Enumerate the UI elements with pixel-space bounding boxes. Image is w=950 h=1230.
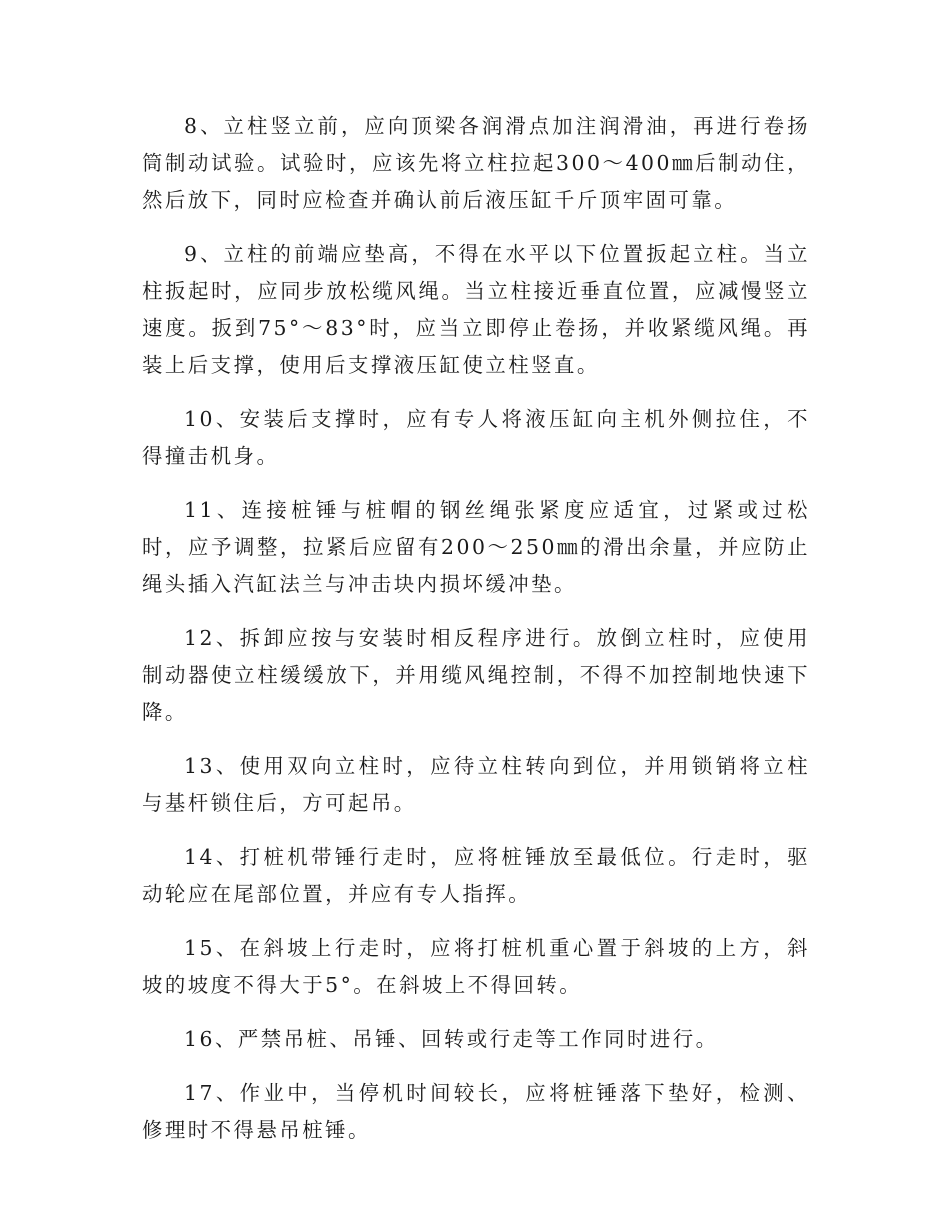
paragraph-item-16: 16、严禁吊桩、吊锤、回转或行走等工作同时进行。 xyxy=(184,1027,719,1051)
paragraph-item-14: 14、打桩机带锤行走时，应将桩锤放至最低位。行走时，驱动轮应在尾部位置，并应有专人指挥。 xyxy=(142,845,810,906)
paragraph-item-15: 15、在斜坡上行走时，应将打桩机重心置于斜坡的上方，斜坡的坡度不得大于5°。在斜坡上不得回转。 xyxy=(142,936,810,997)
paragraph-item-8: 8、立柱竖立前，应向顶梁各润滑点加注润滑油，再进行卷扬筒制动试验。试验时，应该先将立柱拉起300～400㎜后制动住，然后放下，同时应检查并确认前后液压缸千斤顶牢固可靠。 xyxy=(142,114,810,212)
paragraph-item-13: 13、使用双向立柱时，应待立柱转向到位，并用锁销将立柱与基杆锁住后，方可起吊。 xyxy=(142,754,810,815)
paragraph-item-12: 12、拆卸应按与安装时相反程序进行。放倒立柱时，应使用制动器使立柱缓缓放下，并用缆风绳控制，不得不加控制地快速下降。 xyxy=(142,626,810,724)
paragraph-item-10: 10、安装后支撑时，应有专人将液压缸向主机外侧拉住，不得撞击机身。 xyxy=(142,407,810,468)
paragraph-item-11: 11、连接桩锤与桩帽的钢丝绳张紧度应适宜，过紧或过松时，应予调整，拉紧后应留有200～250㎜的滑出余量，并应防止绳头插入汽缸法兰与冲击块内损坏缓冲垫。 xyxy=(142,498,810,596)
paragraph-item-17: 17、作业中，当停机时间较长，应将桩锤落下垫好，检测、修理时不得悬吊桩锤。 xyxy=(142,1081,810,1142)
document-body xyxy=(142,108,810,1166)
paragraph-item-9: 9、立柱的前端应垫高，不得在水平以下位置扳起立柱。当立柱扳起时，应同步放松缆风绳。当立柱接近垂直位置，应减慢竖立速度。扳到75°～83°时，应当立即停止卷扬，并收紧缆风绳。再装上后支撑，使用后支撑液压缸使立柱竖直。 xyxy=(142,242,810,377)
